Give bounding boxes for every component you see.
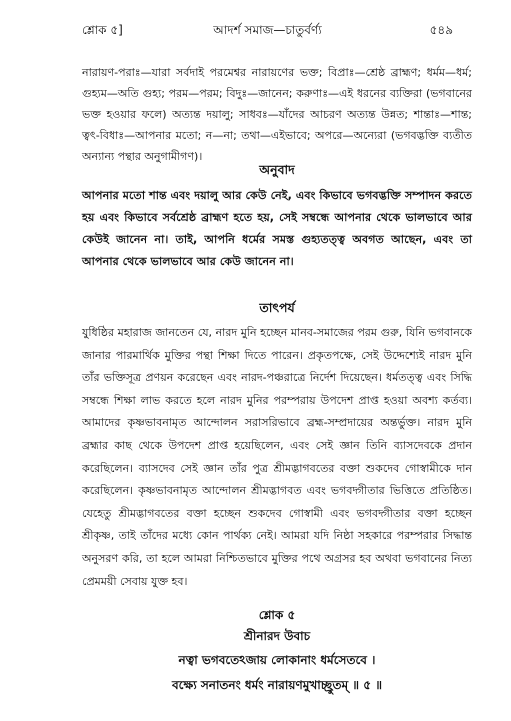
verse-speaker: শ্রীনারদ উবাচ — [243, 629, 311, 643]
chapter-title: আদর্শ সমাজ—চাতুর্বর্ণ্য — [213, 23, 322, 37]
page-number: ৫৪৯ — [429, 23, 453, 37]
purport-heading: তাৎপর্য — [259, 300, 295, 315]
synonyms-text: নারায়ণ-পরাঃ—যারা সর্বদাই পরমেশ্বর নারায়ণের ভক্ত; বিপ্রাঃ—শ্রেষ্ঠ ব্রাহ্মণ; ধর্মম—ধর্ম; গুহ্যম—অতি গুহ্য; পরম—পরম; বিদুঃ—জানেন; করুণাঃ—এই ধরনের ব্যক্তিরা (ভগবানের ভক্ত হওয়ার ফলে) অত্যন্ত দয়ালু; সাধবঃ—যাঁদের আচরণ অত্যন্ত উন্নত; শান্তাঃ—শান্ত; ত্বৎ-বিধাঃ—আপনার মতো; ন—না; তথা—এইভাবে; অপরে—অন্যেরা (ভগবদ্ভক্তি ব্যতীত অন্যান্য পন্থার অনুগামীগণ)। — [82, 66, 472, 163]
synonyms-section — [82, 62, 472, 167]
purport-section — [82, 322, 472, 593]
verse-reference: শ্লোক ৫] — [82, 23, 123, 37]
translation-section — [82, 185, 472, 273]
verse-number-title: শ্লোক ৫ — [258, 608, 296, 622]
purport-text: যুধিষ্ঠির মহারাজ জানতেন যে, নারদ মুনি হচ্ছেন মানব-সমাজের পরম গুরু, যিনি ভগবানকে জানার পারমার্থিক মুক্তির পন্থা শিক্ষা দিতে পারেন। প্রকৃতপক্ষে, সেই উদ্দেশ্যেই নারদ মুনি তাঁর ভক্তিসূত্র প্রণয়ন করেছেন এবং নারদ-পঞ্চরাত্রে নির্দেশ দিয়েছেন। ধর্মতত্ত্ব এবং সিদ্ধি সম্বন্ধে শিক্ষা লাভ করতে হলে নারদ মুনির পরম্পরায় উপদেশ প্রাপ্ত হওয়া অবশ্য কর্তব্য। আমাদের কৃষ্ণভাবনামৃত আন্দোলন সরাসরিভাবে ব্রহ্ম-সম্প্রদায়ের অন্তর্ভুক্ত। নারদ মুনি ব্রহ্মার কাছ থেকে উপদেশ প্রাপ্ত হয়েছিলেন, এবং সেই জ্ঞান তিনি ব্যাসদেবকে প্রদান করেছিলেন। ব্যাসদেব সেই জ্ঞান তাঁর পুত্র শ্রীমদ্ভাগবতের বক্তা শুকদেব গোস্বামীকে দান করেছিলেন। কৃষ্ণভাবনামৃত আন্দোলন শ্রীমদ্ভাগবত এবং ভগবদ্গীতার ভিত্তিতে প্রতিষ্ঠিত। যেহেতু শ্রীমদ্ভাগবতের বক্তা হচ্ছেন শুকদেব গোস্বামী এবং ভগবদ্গীতার বক্তা হচ্ছেন শ্রীকৃষ্ণ, তাই তাঁদের মধ্যে কোন পার্থক্য নেই। আমরা যদি নিষ্ঠা সহকারে পরম্পরার সিদ্ধান্ত অনুসরণ করি, তা হলে আমরা নিশ্চিতভাবে মুক্তির পথে অগ্রসর হব অথবা ভগবানের নিত্য প্রেমময়ী সেবায় যুক্ত হব। — [82, 326, 472, 588]
translation-text: আপনার মতো শান্ত এবং দয়ালু আর কেউ নেই, এবং কিভাবে ভগবদ্ভক্তি সম্পাদন করতে হয় এবং কিভাবে সর্বশ্রেষ্ঠ ব্রাহ্মণ হতে হয়, সেই সম্বন্ধে আপনার থেকে ভালভাবে আর কেউই জানেন না। তাই, আপনি ধর্মের সমস্ত গুহ্যতত্ত্ব অবগত আছেন, এবং তা আপনার থেকে ভালভাবে আর কেউ জানেন না। — [82, 189, 472, 268]
translation-heading: অনুবাদ — [259, 162, 295, 177]
page-header — [82, 22, 453, 44]
verse-line-1: নত্বা ভগবতেঽজায় লোকানাং ধর্মসেতবে । — [178, 653, 376, 667]
verse-line-2: বক্ষ্যে সনাতনং ধর্মং নারায়ণমুখাচ্ছ্রুতম্ ॥ ৫ ॥ — [171, 678, 383, 692]
